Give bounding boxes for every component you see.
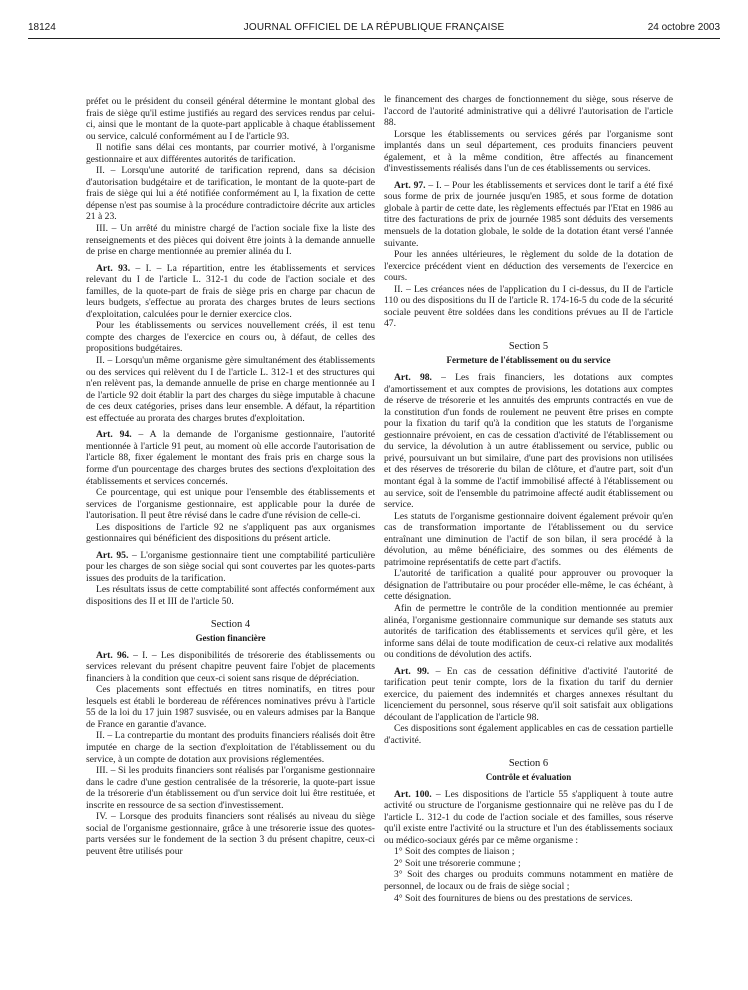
left-column [86,96,375,857]
publication-date: 24 octobre 2003 [647,22,720,33]
paragraph: IV. – Lorsque des produits financiers sont réalisés au niveau du siège social de l'organisme gestionnaire, grâce à une trésorerie issue des quotes-parts versées sur le fondement de la section 3 du présent chapitre, ceux-ci peuvent être utilisés pour [86,811,375,857]
article-99 [384,666,673,724]
paragraph: Les dispositions de l'article 92 ne s'appliquent pas aux organismes gestionnaires qui bénéficient des dispositions du présent article. [86,521,375,545]
article-text: – A la demande de l'organisme gestionnaire, l'autorité mentionnée à l'article 91 peut, au moment où elle accorde l'autorisation de l'article 88, fixer également le montant des frais pris en charge sous la forme d'un pourcentage des charges brutes des sections d'exploitation des établissements et services concernés. [86,429,376,487]
article-label: Art. 94. [96,429,132,441]
article-label: Art. 95. [96,549,129,561]
article-text: – I. – Les disponibilités de trésorerie des établissements ou services relevant du présent chapitre peuvent faire l'objet de placements financiers à la condition que ceux-ci soient sans risque de dépréciation. [86,649,376,684]
paragraph: Ces placements sont effectués en titres nominatifs, en titres pour lesquels est établi le bordereau de références nominatives prévu à l'article 55 de la loi du 17 juin 1987 susvisée, ou en valeurs admises par la Banque de France en garantie d'avance. [86,684,375,730]
paragraph: Ce pourcentage, qui est unique pour l'ensemble des établissements et services de l'organisme gestionnaire, est applicable pour la durée de l'autorisation. Il peut être révisé dans le cadre d'une révision de celle-ci. [86,487,375,522]
paragraph: Les statuts de l'organisme gestionnaire doivent également prévoir qu'en cas de transformation importante de l'établissement ou du service entraînant une diminution de l'actif de son bilan, il sera procédé à la dévolution, au même bénéficiaire, des sommes ou des éléments de patrimoine représentatifs de cette part d'actifs. [384,510,673,568]
article-text: – En cas de cessation définitive d'activité l'autorité de tarification peut tenir compte, lors de la fixation du tarif du dernier exercice, du paiement des indemnités et charges annexes résultant du licenciement du personnel, sous réserve qu'il soit satisfait aux obligations découlant de l'application de l'article 98. [384,665,673,723]
article-94 [86,429,375,487]
section-heading: Section 6 [508,757,549,769]
article-label: Art. 97. [394,179,426,191]
paragraph: III. – Un arrêté du ministre chargé de l'action sociale fixe la liste des renseignements et des pièces qui doivent être joints à la demande annuelle de prise en charge mentionnée au premier alinéa du I. [86,223,375,258]
section-subtitle: Contrôle et évaluation [485,772,572,783]
paragraph: Afin de permettre le contrôle de la condition mentionnée au premier alinéa, l'organisme gestionnaire communique sur demande ses statuts aux autorités de tarification des établissements et services qu'il gère, et les informe sans délai de toute modification de ceux-ci relative aux modalités ou conditions de dévolution des actifs. [384,602,673,661]
article-label: Art. 93. [96,262,131,274]
article-label: Art. 100. [394,788,432,800]
article-95 [86,550,375,585]
article-label: Art. 98. [394,372,432,384]
paragraph: II. – Lorsqu'une autorité de tarification reprend, dans sa décision d'autorisation budgétaire et de tarification, le montant de la quote-part de frais de siège qui lui a été notifiée conformément au I, la fixation de cette dépense n'est pas soumise à la procédure contradictoire décrite aux articles 21 à 23. [86,165,375,223]
list-item: 4° Soit des fournitures de biens ou des prestations de services. [394,892,633,904]
page-number: 18124 [28,22,56,33]
section-heading: Section 5 [508,340,549,352]
list-item: 3° Soit des charges ou produits communs notamment en matière de personnel, de locaux ou de frais de siège social ; [384,869,673,892]
paragraph: Pour les années ultérieures, le règlement du solde de la dotation de l'exercice précédent vient en déduction des versements de l'exercice en cours. [384,249,673,284]
article-96 [86,650,375,685]
paragraph: Pour les établissements ou services nouvellement créés, il est tenu compte des charges de l'exercice en cours ou, à défaut, de celles des propositions budgétaires. [86,320,375,355]
article-text: – I. – La répartition, entre les établissements et services relevant du I de l'article L. 312-1 du code de l'action sociale et des familles, de la quote-part de frais de siège pris en charge par chacun de leurs budgets, s'effectue au prorata des charges brutes de leurs sections d'exploitation, calculées pour le dernier exercice clos. [86,262,375,320]
list-item: 2° Soit une trésorerie commune ; [394,857,521,869]
article-97 [384,180,673,249]
right-column [384,94,673,904]
paragraph: III. – Si les produits financiers sont réalisés par l'organisme gestionnaire dans le cadre d'une gestion centralisée de la trésorerie, la quote-part issue de la trésorerie d'un établissement ou d'un service doit lui être restituée, et inscrite en ressource de sa section d'investissement. [86,765,375,811]
section-subtitle: Gestion financière [195,633,266,644]
paragraph: II. – Lorsqu'un même organisme gère simultanément des établissements ou des services qui relèvent du I de l'article L. 312-1 et des structures qui n'en relèvent pas, la demande annuelle de prise en charge mentionnée au I de l'article 92 doit établir la part des charges du siège imputable à chacune de ces deux catégories, prises dans leur ensemble. A défaut, la répartition est effectuée au prorata des charges brutes d'exploitation. [86,355,375,424]
section-subtitle: Fermeture de l'établissement ou du service [446,355,611,366]
page-header [28,22,720,38]
paragraph: II. – Les créances nées de l'application du I ci-dessus, du II de l'article 110 ou des dispositions du II de l'article R. 174-16-5 du code de la sécurité sociale peuvent être soldées dans les conditions prévues au II de l'article 47. [384,283,673,330]
paragraph: préfet ou le président du conseil général détermine le montant global des frais de siège qu'il estime justifiés au regard des services rendus par celui-ci, ainsi que le montant de la quote-part applicable à chaque établissement ou service, calculé conformément au I de l'article 93. [86,96,375,142]
paragraph: II. – La contrepartie du montant des produits financiers réalisés doit être imputée en charge de la section d'exploitation de l'établissement ou du service, à un compte de dotation aux provisions réglementées. [86,730,375,765]
section-heading: Section 4 [210,618,251,630]
article-label: Art. 96. [96,649,129,661]
article-text: – I. – Pour les établissements et services dont le tarif a été fixé sous forme de prix de journée jusqu'en 1985, et sous forme de dotation globale à partir de cette date, les règlements effectués par l'Etat en 1986 au titre des facturations de prix de journée 1985 sont déduits des versements mensuels de la dotation globale, le solde de la dotation étant versé l'année suivante. [384,179,674,249]
paragraph: Les résultats issus de cette comptabilité sont affectés conformément aux dispositions des II et III de l'article 50. [86,584,375,607]
article-93 [86,263,375,321]
header-rule [28,38,720,39]
article-100 [384,789,673,847]
list-item: 1° Soit des comptes de liaison ; [394,846,515,858]
article-label: Art. 99. [394,665,430,677]
paragraph: Lorsque les établissements ou services gérés par l'organisme sont implantés dans un seul département, ces produits financiers peuvent également, et à la même condition, être affectés au financement d'investissements réalisés dans l'un de ces établissements ou services. [384,128,673,175]
paragraph: Ces dispositions sont également applicables en cas de cessation partielle d'activité. [384,723,673,746]
paragraph: Il notifie sans délai ces montants, par courrier motivé, à l'organisme gestionnaire et aux différentes autorités de tarification. [86,142,375,165]
article-text: – Les frais financiers, les dotations aux comptes d'amortissement et aux comptes de provisions, les dotations aux comptes de réserve de trésorerie et les annuités des emprunts contractés en vue de la constitution d'un fonds de roulement ne peuvent être prises en compte pour la fixation du tarif qu'à la condition que les statuts de l'organisme gestionnaire prévoient, en cas de cessation d'activité de l'établissement ou du service, la dévolution à un autre établissement ou service, public ou privé, poursuivant un but similaire, d'une part des provisions non utilisées et des réserves de trésorerie du bilan de clôture, et d'autre part, soit d'un montant égal à la somme de l'actif immobilisé affecté à l'établissement ou au service, soit de l'ensemble du patrimoine affecté audit établissement ou service. [384,372,674,511]
journal-title: JOURNAL OFFICIEL DE LA RÉPUBLIQUE FRANÇAISE [243,22,505,33]
article-98 [384,372,673,511]
article-text: – Les dispositions de l'article 55 s'appliquent à toute autre activité ou structure de l'organisme gestionnaire qui ne relève pas du I de l'article L. 312-1 du code de l'action sociale et des familles, sous réserve qu'il existe entre l'activité ou la structure et l'un des établissements sociaux ou médico-sociaux gérés par ce même organisme : [384,788,674,846]
paragraph: le financement des charges de fonctionnement du siège, sous réserve de l'accord de l'autorité administrative qui a délivré l'autorisation de l'article 88. [384,94,673,129]
paragraph: L'autorité de tarification a qualité pour approuver ou provoquer la désignation de l'attributaire ou pour procéder elle-même, le cas échéant, à cette désignation. [384,568,673,603]
article-text: – L'organisme gestionnaire tient une comptabilité particulière pour les charges de son siège social qui sont couvertes par les quotes-parts issues des produits de la tarification. [86,549,376,584]
